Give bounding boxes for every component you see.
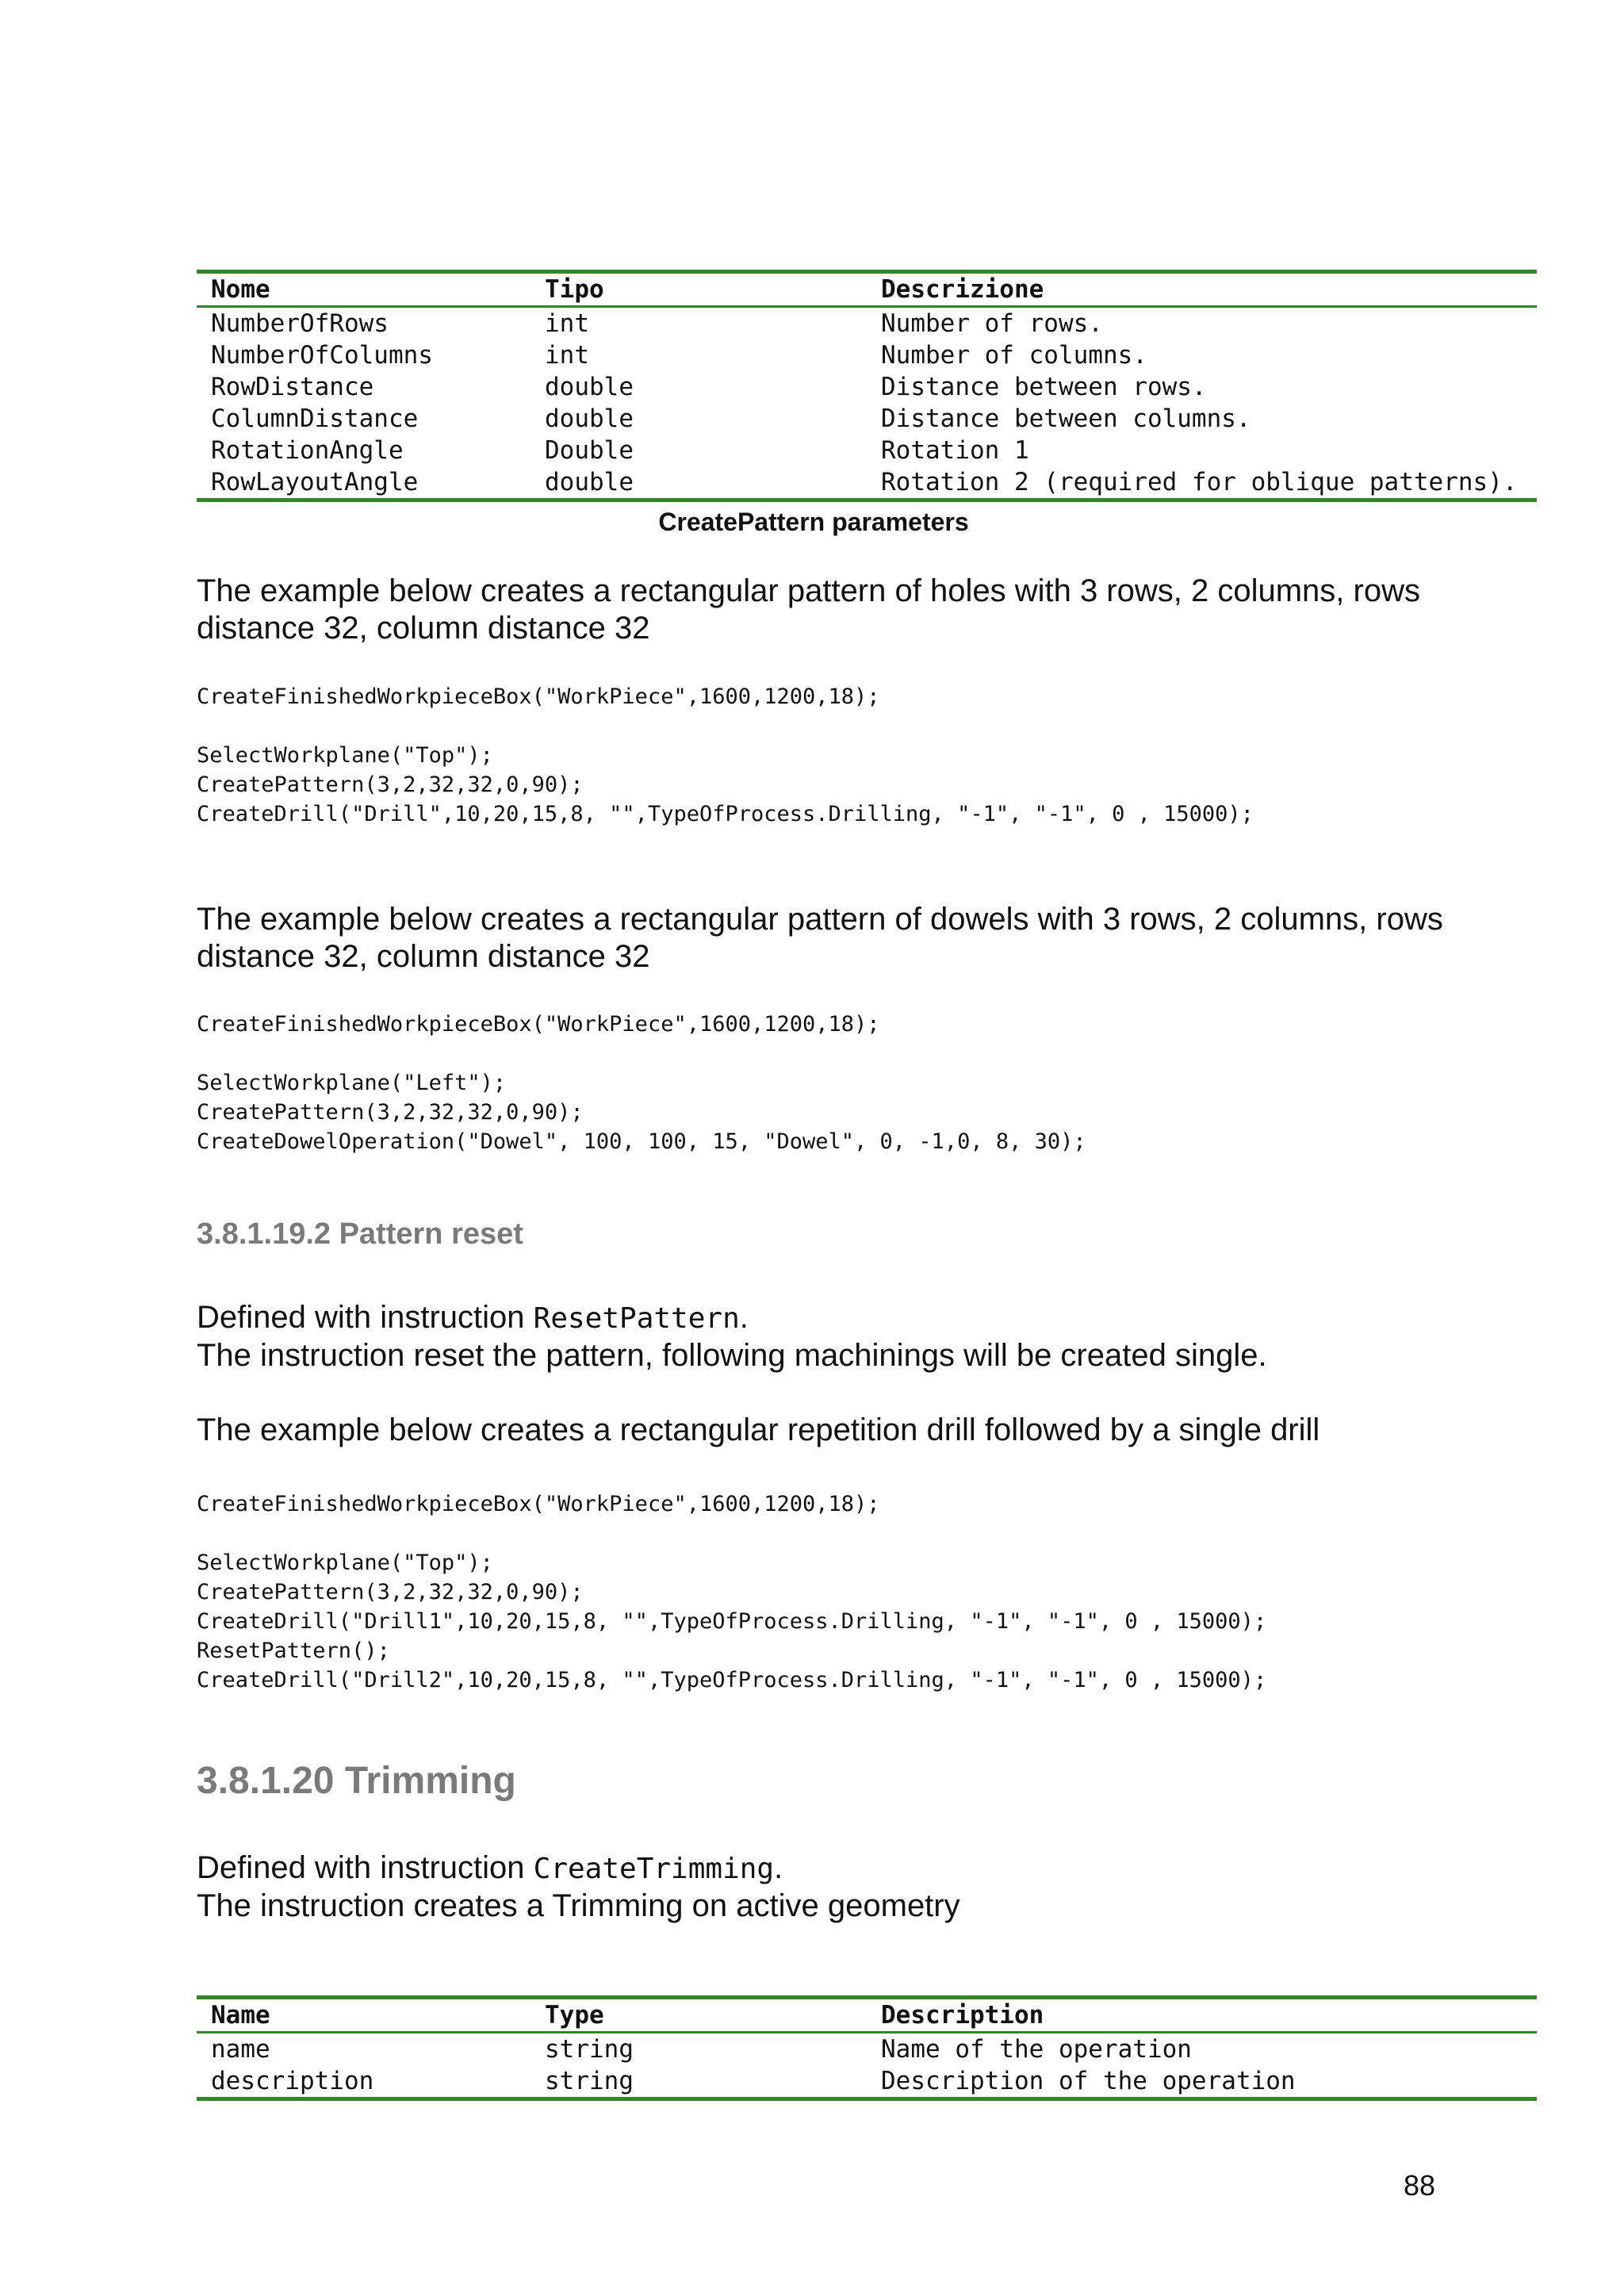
column-header-type: Tipo <box>530 272 867 307</box>
definition-prefix: Defined with instruction <box>197 1850 534 1885</box>
definition-suffix: . <box>774 1850 783 1885</box>
trimming-params-table <box>197 1995 1537 2101</box>
table-row <box>197 2033 1537 2066</box>
param-name: description <box>197 2065 530 2099</box>
table-row <box>197 307 1537 340</box>
param-type: double <box>530 466 867 500</box>
table-header-row <box>197 1998 1537 2033</box>
param-type: int <box>545 341 589 370</box>
example-holes-text: The example below creates a rectangular pattern of holes with 3 rows, 2 columns, rows distance 32, column distance 32 <box>197 573 1420 646</box>
section-heading-pattern-reset: 3.8.1.19.2 Pattern reset <box>197 1217 523 1251</box>
param-description: Name of the operation <box>881 2035 1192 2064</box>
column-header-description: Descrizione <box>867 272 1537 307</box>
example-holes-code: CreateFinishedWorkpieceBox("WorkPiece",1600,1200,18); SelectWorkplane("Top"); CreatePattern(3,2,32,32,0,90); CreateDrill("Drill",10,20,15,8, "",TypeOfProcess.Drilling, "-1", "-1", 0 , 15000); <box>197 684 1254 826</box>
column-header-name: Nome <box>197 272 530 307</box>
column-header-name: Name <box>197 1998 530 2033</box>
column-header-type: Type <box>530 1998 867 2033</box>
page-number: 88 <box>1403 2169 1435 2202</box>
param-type: Double <box>545 436 634 465</box>
create-pattern-params-table <box>197 270 1537 502</box>
param-type: string <box>530 2065 867 2099</box>
pattern-reset-example-text: The example below creates a rectangular repetition drill followed by a single drill <box>197 1412 1320 1447</box>
param-type: int <box>545 309 589 338</box>
param-type: double <box>545 373 634 401</box>
trimming-description: The instruction creates a Trimming on active geometry <box>197 1888 960 1923</box>
param-description: Distance between rows. <box>881 373 1207 401</box>
table-header-row <box>197 272 1537 307</box>
pattern-reset-description: The instruction reset the pattern, following machinings will be created single. <box>197 1338 1267 1373</box>
table-row <box>197 435 1537 466</box>
param-type: string <box>545 2035 634 2064</box>
param-description: Rotation 2 (required for oblique patterns). <box>867 466 1537 500</box>
definition-prefix: Defined with instruction <box>197 1300 534 1335</box>
table-row <box>197 371 1537 403</box>
table-row <box>197 2065 1537 2099</box>
param-description: Number of columns. <box>881 341 1147 370</box>
table-row <box>197 403 1537 435</box>
pattern-reset-code: CreateFinishedWorkpieceBox("WorkPiece",1600,1200,18); SelectWorkplane("Top"); CreatePattern(3,2,32,32,0,90); CreateDrill("Drill1",10,20,15,8, "",TypeOfProcess.Drilling, "-1", "-1", 0 , 15000); ResetPattern(); CreateDrill("Drill2",10,20,15,8, "",TypeOfProcess.Drilling, "-1", "-1", 0 , 15000); <box>197 1492 1267 1692</box>
param-name: NumberOfColumns <box>211 341 433 370</box>
param-name: RowDistance <box>211 373 374 401</box>
table-row <box>197 466 1537 500</box>
param-name: ColumnDistance <box>211 404 419 433</box>
instruction-name: CreateTrimming <box>533 1853 775 1885</box>
param-name: name <box>211 2035 270 2064</box>
param-name: NumberOfRows <box>211 309 389 338</box>
example-dowels-code: CreateFinishedWorkpieceBox("WorkPiece",1600,1200,18); SelectWorkplane("Left"); CreatePattern(3,2,32,32,0,90); CreateDowelOperation("Dowel", 100, 100, 15, "Dowel", 0, -1,0, 8, 30); <box>197 1012 1086 1154</box>
param-description: Rotation 1 <box>881 436 1029 465</box>
section-heading-trimming: 3.8.1.20 Trimming <box>197 1760 516 1802</box>
param-description: Number of rows. <box>881 309 1103 338</box>
table-caption: CreatePattern parameters <box>658 508 969 536</box>
param-name: RotationAngle <box>211 436 404 465</box>
definition-suffix: . <box>739 1300 749 1335</box>
column-header-description: Description <box>867 1998 1537 2033</box>
param-name: RowLayoutAngle <box>197 466 530 500</box>
example-dowels-text: The example below creates a rectangular pattern of dowels with 3 rows, 2 columns, rows distance 32, column distance 32 <box>197 902 1443 974</box>
pattern-reset-definition <box>197 1299 1537 1337</box>
instruction-name: ResetPattern <box>533 1302 740 1335</box>
param-description: Description of the operation <box>867 2065 1537 2099</box>
table-row <box>197 339 1537 371</box>
trimming-definition <box>197 1849 1537 1888</box>
param-type: double <box>545 404 634 433</box>
param-description: Distance between columns. <box>881 404 1251 433</box>
